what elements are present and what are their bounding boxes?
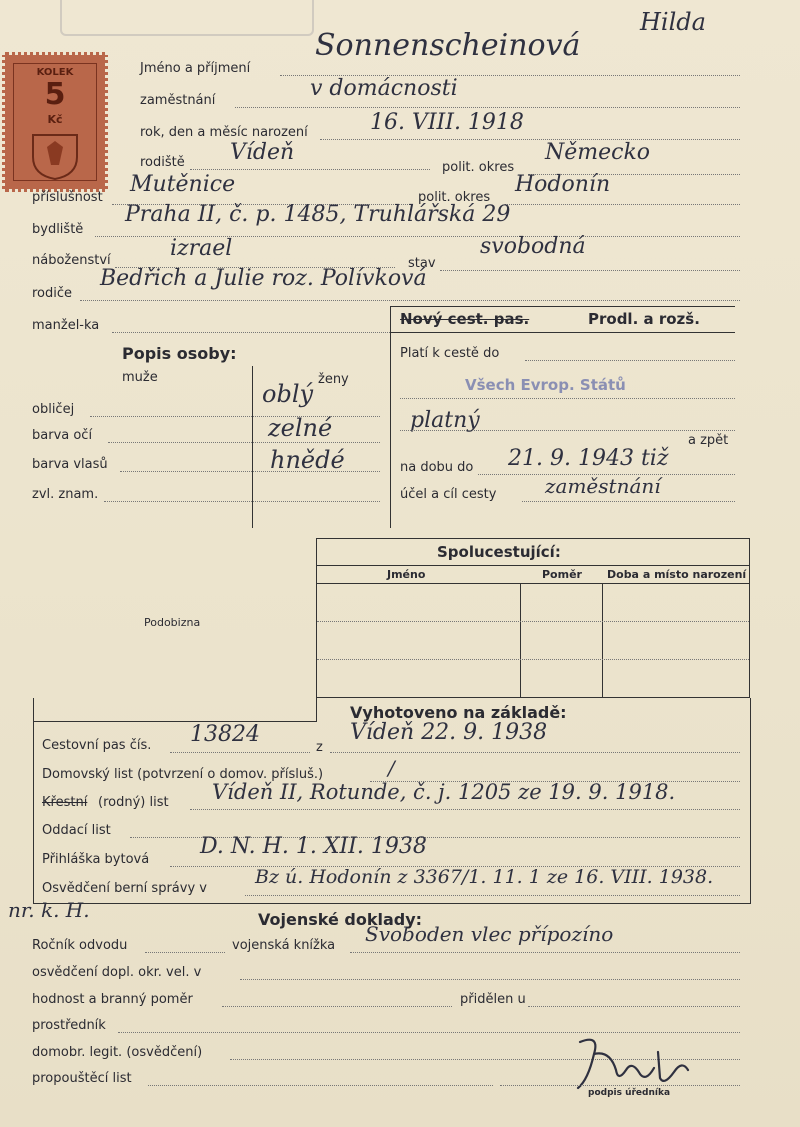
companions-col-relation: Poměr (542, 568, 582, 581)
passport-box-top-border (390, 306, 735, 307)
rank-label: hodnost a branný poměr (32, 992, 193, 1007)
companions-col-divider-2 (602, 583, 603, 697)
release-letter-label: propouštěcí list (32, 1071, 132, 1086)
surname-value: Sonnenscheinová (315, 28, 581, 63)
companions-title-border (317, 565, 749, 566)
companions-table (316, 538, 750, 698)
military-note: nr. k. H. (8, 898, 90, 922)
photo-label: Podobizna (144, 616, 201, 629)
passport-from-value: Vídeň 22. 9. 1938 (350, 720, 548, 745)
birth-date-value: 16. VIII. 1918 (370, 110, 524, 135)
supplementary-cert-label: osvědčení dopl. okr. vel. v (32, 965, 202, 980)
duration-label: na dobu do (400, 460, 474, 475)
marks-line (104, 501, 380, 502)
validity-value: platný (410, 408, 480, 433)
residence-label: bydliště (32, 222, 84, 237)
assigned-label: přidělen u (460, 992, 526, 1007)
companions-row-2 (317, 659, 749, 660)
passport-number-label: Cestovní pas čís. (42, 738, 152, 753)
basis-box-top-left (33, 721, 316, 722)
military-book-line (350, 952, 740, 953)
belonging-district-label: polit. okres (418, 190, 491, 205)
birth-certificate-value: Vídeň II, Rotunde, č. j. 1205 ze 19. 9. 1918. (212, 780, 676, 804)
belonging-district-line (505, 204, 740, 205)
marriage-certificate-label: Oddací list (42, 823, 111, 838)
valid-for-line-3 (400, 430, 735, 431)
surname-label: Jméno a příjmení (140, 61, 251, 76)
birth-date-line (320, 139, 740, 140)
marital-status-label: stav (408, 256, 436, 271)
coat-of-arms-icon (25, 131, 85, 181)
parents-line (80, 300, 740, 301)
passport-number-line (170, 752, 310, 753)
belonging-value: Mutěnice (130, 172, 236, 197)
description-divider (252, 366, 253, 528)
valid-countries-stamp: Všech Evrop. Států (465, 376, 626, 394)
marital-status-value: svobodná (480, 234, 586, 259)
birthplace-line (190, 169, 430, 170)
hair-line (120, 471, 380, 472)
hair-label: barva vlasů (32, 457, 108, 472)
header-stamp-icon (60, 0, 314, 36)
birth-district-value: Německo (545, 140, 651, 165)
valid-for-line-2 (400, 398, 735, 399)
military-book-value: Svoboden vlec přípozíno (365, 922, 614, 946)
basis-box-left (33, 721, 34, 904)
passport-from-line (330, 752, 740, 753)
duration-value: 21. 9. 1943 tiž (508, 446, 669, 471)
draft-year-label: Ročník odvodu (32, 938, 128, 953)
female-label: ženy (318, 372, 349, 387)
eyes-label: barva očí (32, 428, 93, 443)
stamp-label: KOLEK (36, 67, 74, 78)
residence-value: Praha II, č. p. 1485, Truhlářská 29 (125, 202, 511, 227)
intermediary-label: prostředník (32, 1018, 106, 1033)
birthplace-value: Vídeň (230, 140, 295, 165)
parents-value: Bedřich a Julie roz. Polívková (100, 266, 427, 291)
basis-title: Vyhotoveno na základě: (350, 703, 567, 722)
belonging-district-value: Hodonín (515, 172, 611, 197)
extension-label: Prodl. a rozš. (588, 310, 700, 328)
purpose-line (522, 501, 735, 502)
belonging-label: příslušnost (32, 190, 103, 205)
marks-label: zvl. znam. (32, 487, 99, 502)
stamp-value: 5 (44, 77, 66, 112)
release-letter-line (148, 1085, 493, 1086)
home-list-label: Domovský list (potvrzení o domov. přísluš.) (42, 767, 324, 782)
parents-label: rodiče (32, 286, 73, 301)
occupation-label: zaměstnání (140, 93, 216, 108)
military-book-label: vojenská knížka (232, 938, 336, 953)
valid-for-line (525, 360, 735, 361)
rank-line (222, 1006, 452, 1007)
purpose-label: účel a cíl cesty (400, 487, 497, 502)
companions-header-border (317, 583, 749, 584)
religion-label: náboženství (32, 253, 111, 268)
passport-number-value: 13824 (190, 722, 260, 747)
birth-district-label: polit. okres (442, 160, 515, 175)
male-label: muže (122, 370, 158, 385)
registration-value: D. N. H. 1. XII. 1938 (200, 834, 427, 859)
valid-for-label: Platí k cestě do (400, 346, 500, 361)
occupation-value: v domácnosti (310, 76, 458, 101)
purpose-value: zaměstnání (545, 474, 661, 498)
stamp-currency: Kč (47, 113, 63, 126)
basis-box-notch (316, 698, 317, 722)
baptism-label-struck: Křestní (42, 795, 88, 810)
companions-col-birth: Doba a místo narození (607, 568, 747, 581)
draft-year-line (145, 952, 225, 953)
birth-certificate-line (190, 809, 740, 810)
revenue-stamp (2, 52, 108, 192)
tax-office-label: Osvědčení berní správy v (42, 881, 207, 896)
birth-date-label: rok, den a měsíc narození (140, 125, 308, 140)
companions-col-name: Jméno (387, 568, 426, 581)
marital-status-line (440, 270, 740, 271)
spouse-line (112, 332, 390, 333)
passport-box-left-border (390, 306, 391, 528)
hair-value: hnědé (270, 446, 345, 474)
companions-col-divider-1 (520, 583, 521, 697)
and-back-label: a zpět (688, 433, 729, 448)
eyes-value: zelné (268, 414, 333, 442)
companions-row-1 (317, 621, 749, 622)
assigned-line (528, 1006, 740, 1007)
face-line (90, 416, 380, 417)
signature-label: podpis úředníka (588, 1088, 671, 1098)
new-passport-label: Nový cest. pas. (400, 310, 530, 328)
legitimation-label: domobr. legit. (osvědčení) (32, 1045, 203, 1060)
birthplace-label: rodiště (140, 155, 185, 170)
eyes-line (108, 442, 380, 443)
registration-label: Přihláška bytová (42, 852, 150, 867)
occupation-line (235, 107, 740, 108)
home-list-value: / (388, 756, 395, 780)
tax-office-value: Bz ú. Hodonín z 3367/1. 11. 1 ze 16. VIII. 1938. (255, 866, 714, 888)
passport-from-label: z (316, 740, 323, 755)
description-title: Popis osoby: (122, 344, 237, 363)
birth-certificate-label: (rodný) list (98, 795, 169, 810)
face-label: obličej (32, 402, 75, 417)
military-title: Vojenské doklady: (258, 910, 423, 929)
given-name-value: Hilda (640, 8, 706, 36)
passport-box-header-border (390, 332, 735, 333)
face-value: oblý (262, 380, 314, 408)
companions-title: Spolucestující: (437, 543, 561, 561)
supplementary-cert-line (240, 979, 740, 980)
religion-value: izrael (170, 236, 233, 261)
tax-office-line (245, 895, 740, 896)
spouse-label: manžel-ka (32, 318, 100, 333)
signature-line (500, 1085, 740, 1086)
